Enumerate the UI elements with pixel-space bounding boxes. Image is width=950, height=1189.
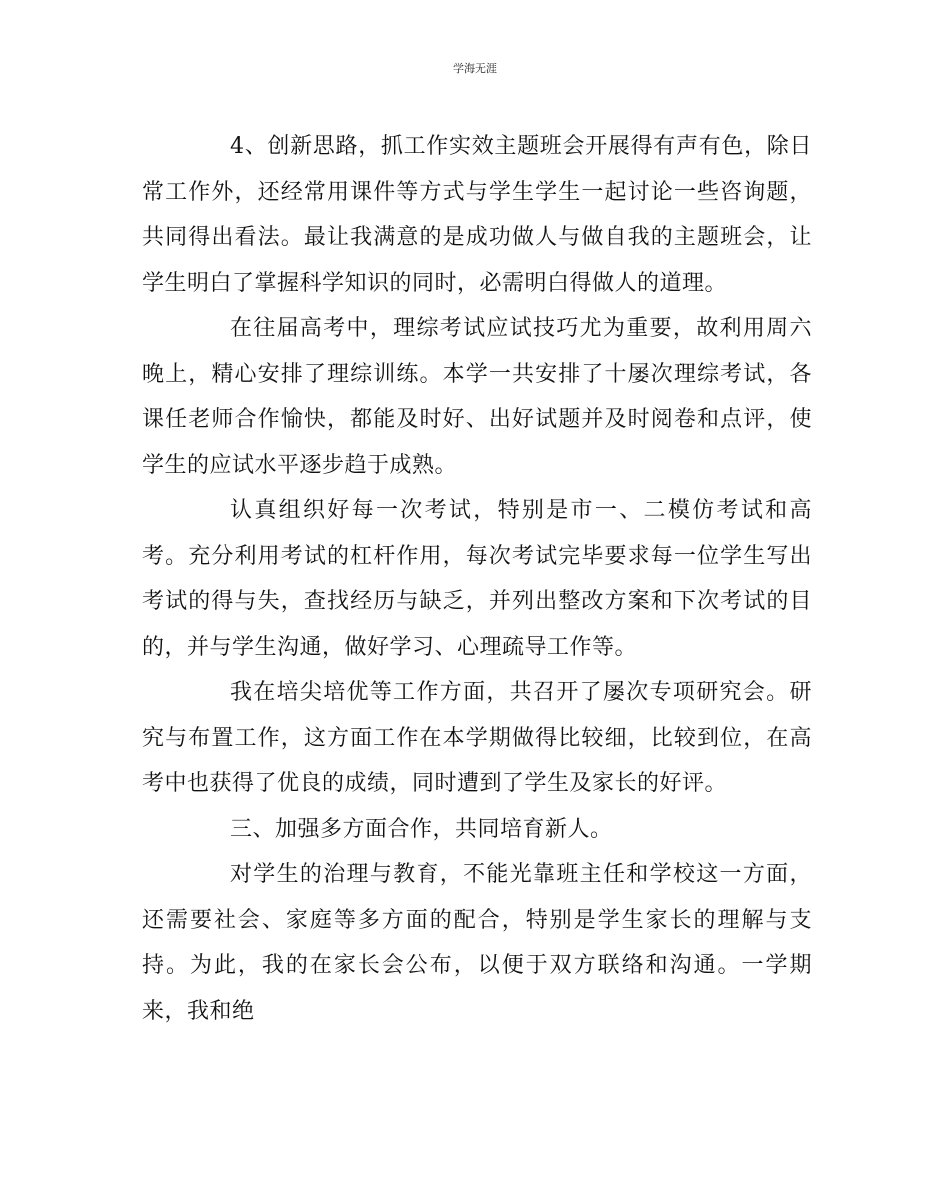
paragraph-top-students: 我在培尖培优等工作方面，共召开了屡次专项研究会。研究与布置工作，这方面工作在本学期做得比较细，比较到位，在高考中也获得了优良的成绩，同时遭到了学生及家长的好评。	[142, 680, 812, 796]
document-body	[142, 124, 812, 1034]
page-header: 学海无涯	[453, 62, 497, 75]
section-heading-cooperation: 三、加强多方面合作，共同培育新人。	[230, 816, 613, 842]
paragraph-exam-skills: 在往届高考中，理综考试应试技巧尤为重要，故利用周六晚上，精心安排了理综训练。本学一共安排了十屡次理综考试，各课任老师合作愉快，都能及时好、出好试题并及时阅卷和点评，使学生的应试水平逐步趋于成熟。	[142, 316, 812, 478]
paragraph-family-cooperation: 对学生的治理与教育，不能光靠班主任和学校这一方面，还需要社会、家庭等多方面的配合，特别是学生家长的理解与支持。为此，我的在家长会公布，以便于双方联络和沟通。一学期来，我和绝	[142, 862, 812, 1024]
paragraph-innovation: 4、创新思路，抓工作实效主题班会开展得有声有色，除日常工作外，还经常用课件等方式与学生学生一起讨论一些咨询题，共同得出看法。最让我满意的是成功做人与做自我的主题班会，让学生明白了掌握科学知识的同时，必需明白得做人的道理。	[142, 134, 812, 296]
paragraph-exam-organization: 认真组织好每一次考试，特别是市一、二模仿考试和高考。充分利用考试的杠杆作用，每次考试完毕要求每一位学生写出考试的得与失，查找经历与缺乏，并列出整改方案和下次考试的目的，并与学生沟通，做好学习、心理疏导工作等。	[142, 498, 812, 660]
